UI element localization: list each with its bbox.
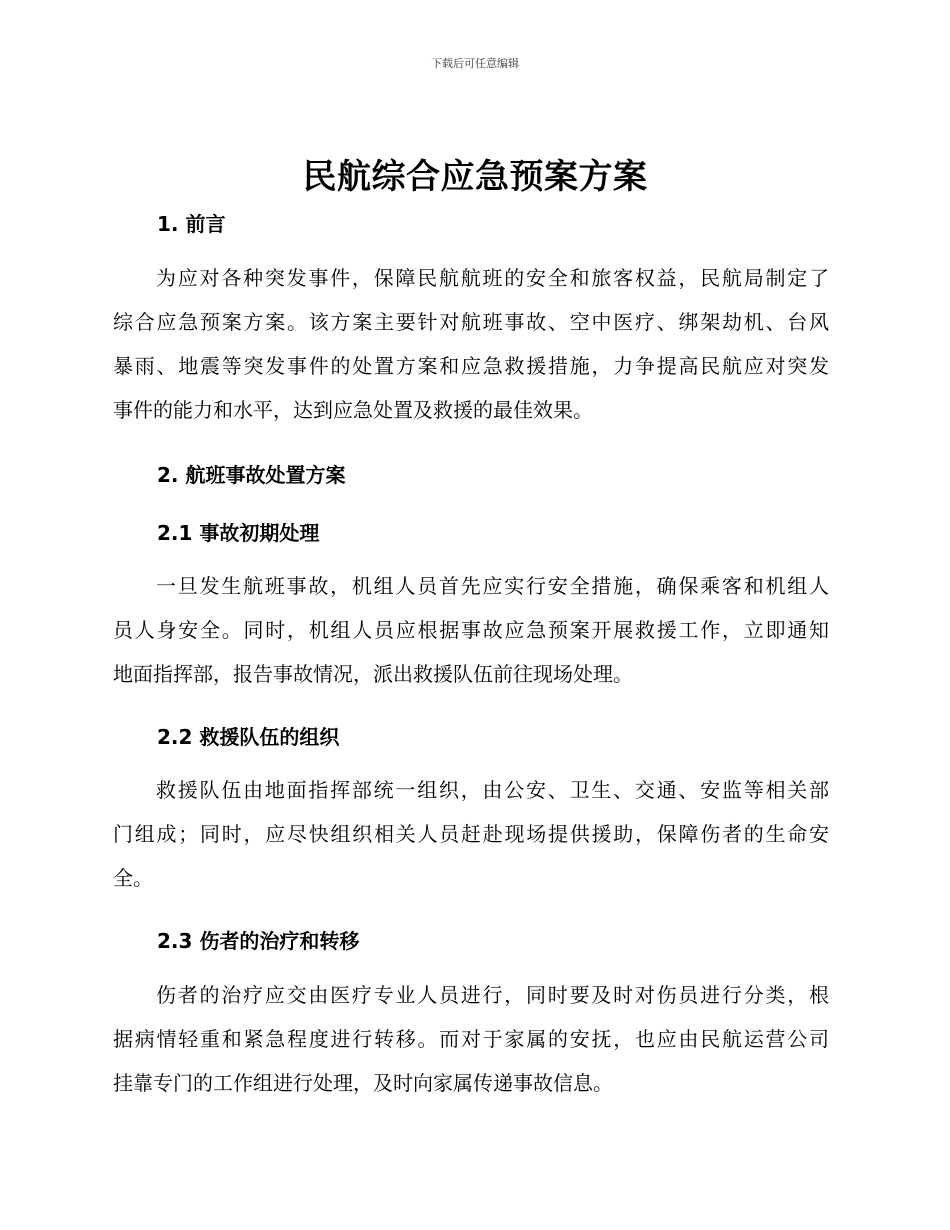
- section-paragraph-2-1: [113, 564, 829, 696]
- section-heading-2-2: 2.2 救援队伍的组织: [157, 725, 340, 749]
- paragraph-line: 据病情轻重和紧急程度进行转移。而对于家属的安抚，也应由民航运营公司: [113, 1027, 829, 1051]
- section-heading-1: 1. 前言: [157, 212, 226, 236]
- section-paragraph-2-3: [113, 973, 829, 1105]
- header-note: 下载后可任意编辑: [431, 57, 519, 70]
- section-heading-2-3: 2.3 伤者的治疗和转移: [157, 929, 360, 953]
- paragraph-line: 伤者的治疗应交由医疗专业人员进行，同时要及时对伤员进行分类，根: [156, 983, 829, 1007]
- section-heading-2-1: 2.1 事故初期处理: [157, 521, 320, 545]
- paragraph-line: 救援队伍由地面指挥部统一组织，由公安、卫生、交通、安监等相关部: [156, 778, 829, 802]
- paragraph-line: 一旦发生航班事故，机组人员首先应实行安全措施，确保乘客和机组人: [156, 574, 829, 598]
- paragraph-line: 地面指挥部，报告事故情况，派出救援队伍前往现场处理。: [113, 662, 633, 686]
- paragraph-line: 全。: [113, 866, 153, 890]
- paragraph-line: 为应对各种突发事件，保障民航航班的安全和旅客权益，民航局制定了: [156, 266, 829, 290]
- section-paragraph-2-2: [113, 768, 829, 900]
- paragraph-line: 门组成；同时，应尽快组织相关人员赶赴现场提供援助，保障伤者的生命安: [113, 822, 829, 846]
- section-paragraph-1: [113, 256, 829, 432]
- paragraph-line: 员人身安全。同时，机组人员应根据事故应急预案开展救援工作，立即通知: [113, 618, 829, 642]
- section-heading-2: 2. 航班事故处置方案: [157, 463, 346, 487]
- paragraph-line: 挂靠专门的工作组进行处理，及时向家属传递事故信息。: [113, 1071, 613, 1095]
- paragraph-line: 事件的能力和水平，达到应急处置及救援的最佳效果。: [113, 398, 593, 422]
- paragraph-line: 综合应急预案方案。该方案主要针对航班事故、空中医疗、绑架劫机、台风: [113, 310, 829, 334]
- paragraph-line: 暴雨、地震等突发事件的处置方案和应急救援措施，力争提高民航应对突发: [113, 354, 829, 378]
- document-title: 民航综合应急预案方案: [302, 157, 648, 197]
